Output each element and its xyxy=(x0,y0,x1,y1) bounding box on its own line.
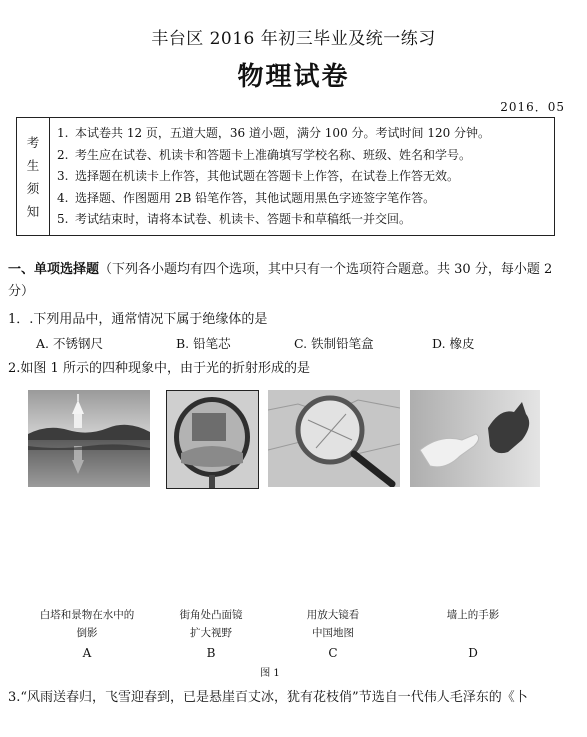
question-number: 1． xyxy=(8,312,30,327)
section-title: 一、单项选择题 xyxy=(8,262,100,277)
notice-label-char: 生 xyxy=(26,157,40,173)
notice-item: 5. 考试结束时，请将本试卷、机读卡、答题卡和草稿纸一并交回。 xyxy=(57,212,412,226)
question-1 xyxy=(8,308,267,327)
section-heading xyxy=(8,259,574,303)
question-1-options xyxy=(36,334,516,352)
candidate-notice-box xyxy=(16,117,555,236)
photo-hand-shadow xyxy=(410,390,540,487)
section-instruction: （下列各小题均有四个选项，其中只有一个选项符合题意。共 30 分，每小题 2 分） xyxy=(8,262,553,299)
label-b: B xyxy=(206,646,216,660)
label-c: C xyxy=(328,646,338,660)
question-stem: “风雨送春归，飞雪迎春到，已是悬崖百丈冰，犹有花枝俏”节选自一代伟人毛泽东的《卜 xyxy=(20,690,528,705)
figure-label: 图 1 xyxy=(260,668,280,679)
question-stem: 如图 1 所示的四种现象中，由于光的折射形成的是 xyxy=(20,361,310,376)
notice-item: 4. 选择题、作图题用 2B 铅笔作答，其他试题用黑色字迹签字笔作答。 xyxy=(57,190,436,205)
question-number: 3. xyxy=(8,690,21,705)
notice-item: 2. 考生应在试卷、机读卡和答题卡上准确填写学校名称、班级、姓名和学号。 xyxy=(57,147,472,162)
option-a: A. 不锈钢尺 xyxy=(36,336,103,351)
caption-a: 白塔和景物在水中的 倒影 xyxy=(39,609,135,639)
photo-convex-mirror xyxy=(166,390,259,489)
notice-list xyxy=(57,123,550,231)
notice-item: 1. 本试卷共 12 页，五道大题，36 道小题，满分 100 分。考试时间 120 分钟。 xyxy=(57,126,491,140)
photo-pagoda-reflection xyxy=(28,390,150,487)
label-d: D xyxy=(468,646,478,660)
caption-c: 用放大镜看 中国地图 xyxy=(306,609,360,639)
notice-item: 3. 选择题在机读卡上作答，其他试题在答题卡上作答，在试卷上作答无效。 xyxy=(57,169,460,183)
option-c: C. 铁制铅笔盒 xyxy=(294,336,374,351)
question-stem: .下列用品中，通常情况下属于绝缘体的是 xyxy=(29,312,268,327)
notice-label-char: 须 xyxy=(26,180,40,196)
photo-magnifier-map xyxy=(268,390,400,487)
subject-title: 物理试卷 xyxy=(237,62,350,92)
exam-date: 2016．05 xyxy=(500,100,565,114)
question-2 xyxy=(8,357,310,376)
option-b: B. 铅笔芯 xyxy=(176,336,231,351)
question-3 xyxy=(8,686,528,705)
notice-label-char: 知 xyxy=(26,203,40,219)
exam-title: 丰台区 2016 年初三毕业及统一练习 xyxy=(151,29,436,49)
notice-label-char: 考 xyxy=(26,134,40,150)
option-d: D. 橡皮 xyxy=(432,336,475,351)
caption-d: 墙上的手影 xyxy=(446,609,500,621)
caption-b: 街角处凸面镜 扩大视野 xyxy=(179,609,243,639)
notice-label xyxy=(17,118,50,235)
label-a: A xyxy=(82,646,92,660)
question-number: 2. xyxy=(8,361,21,376)
